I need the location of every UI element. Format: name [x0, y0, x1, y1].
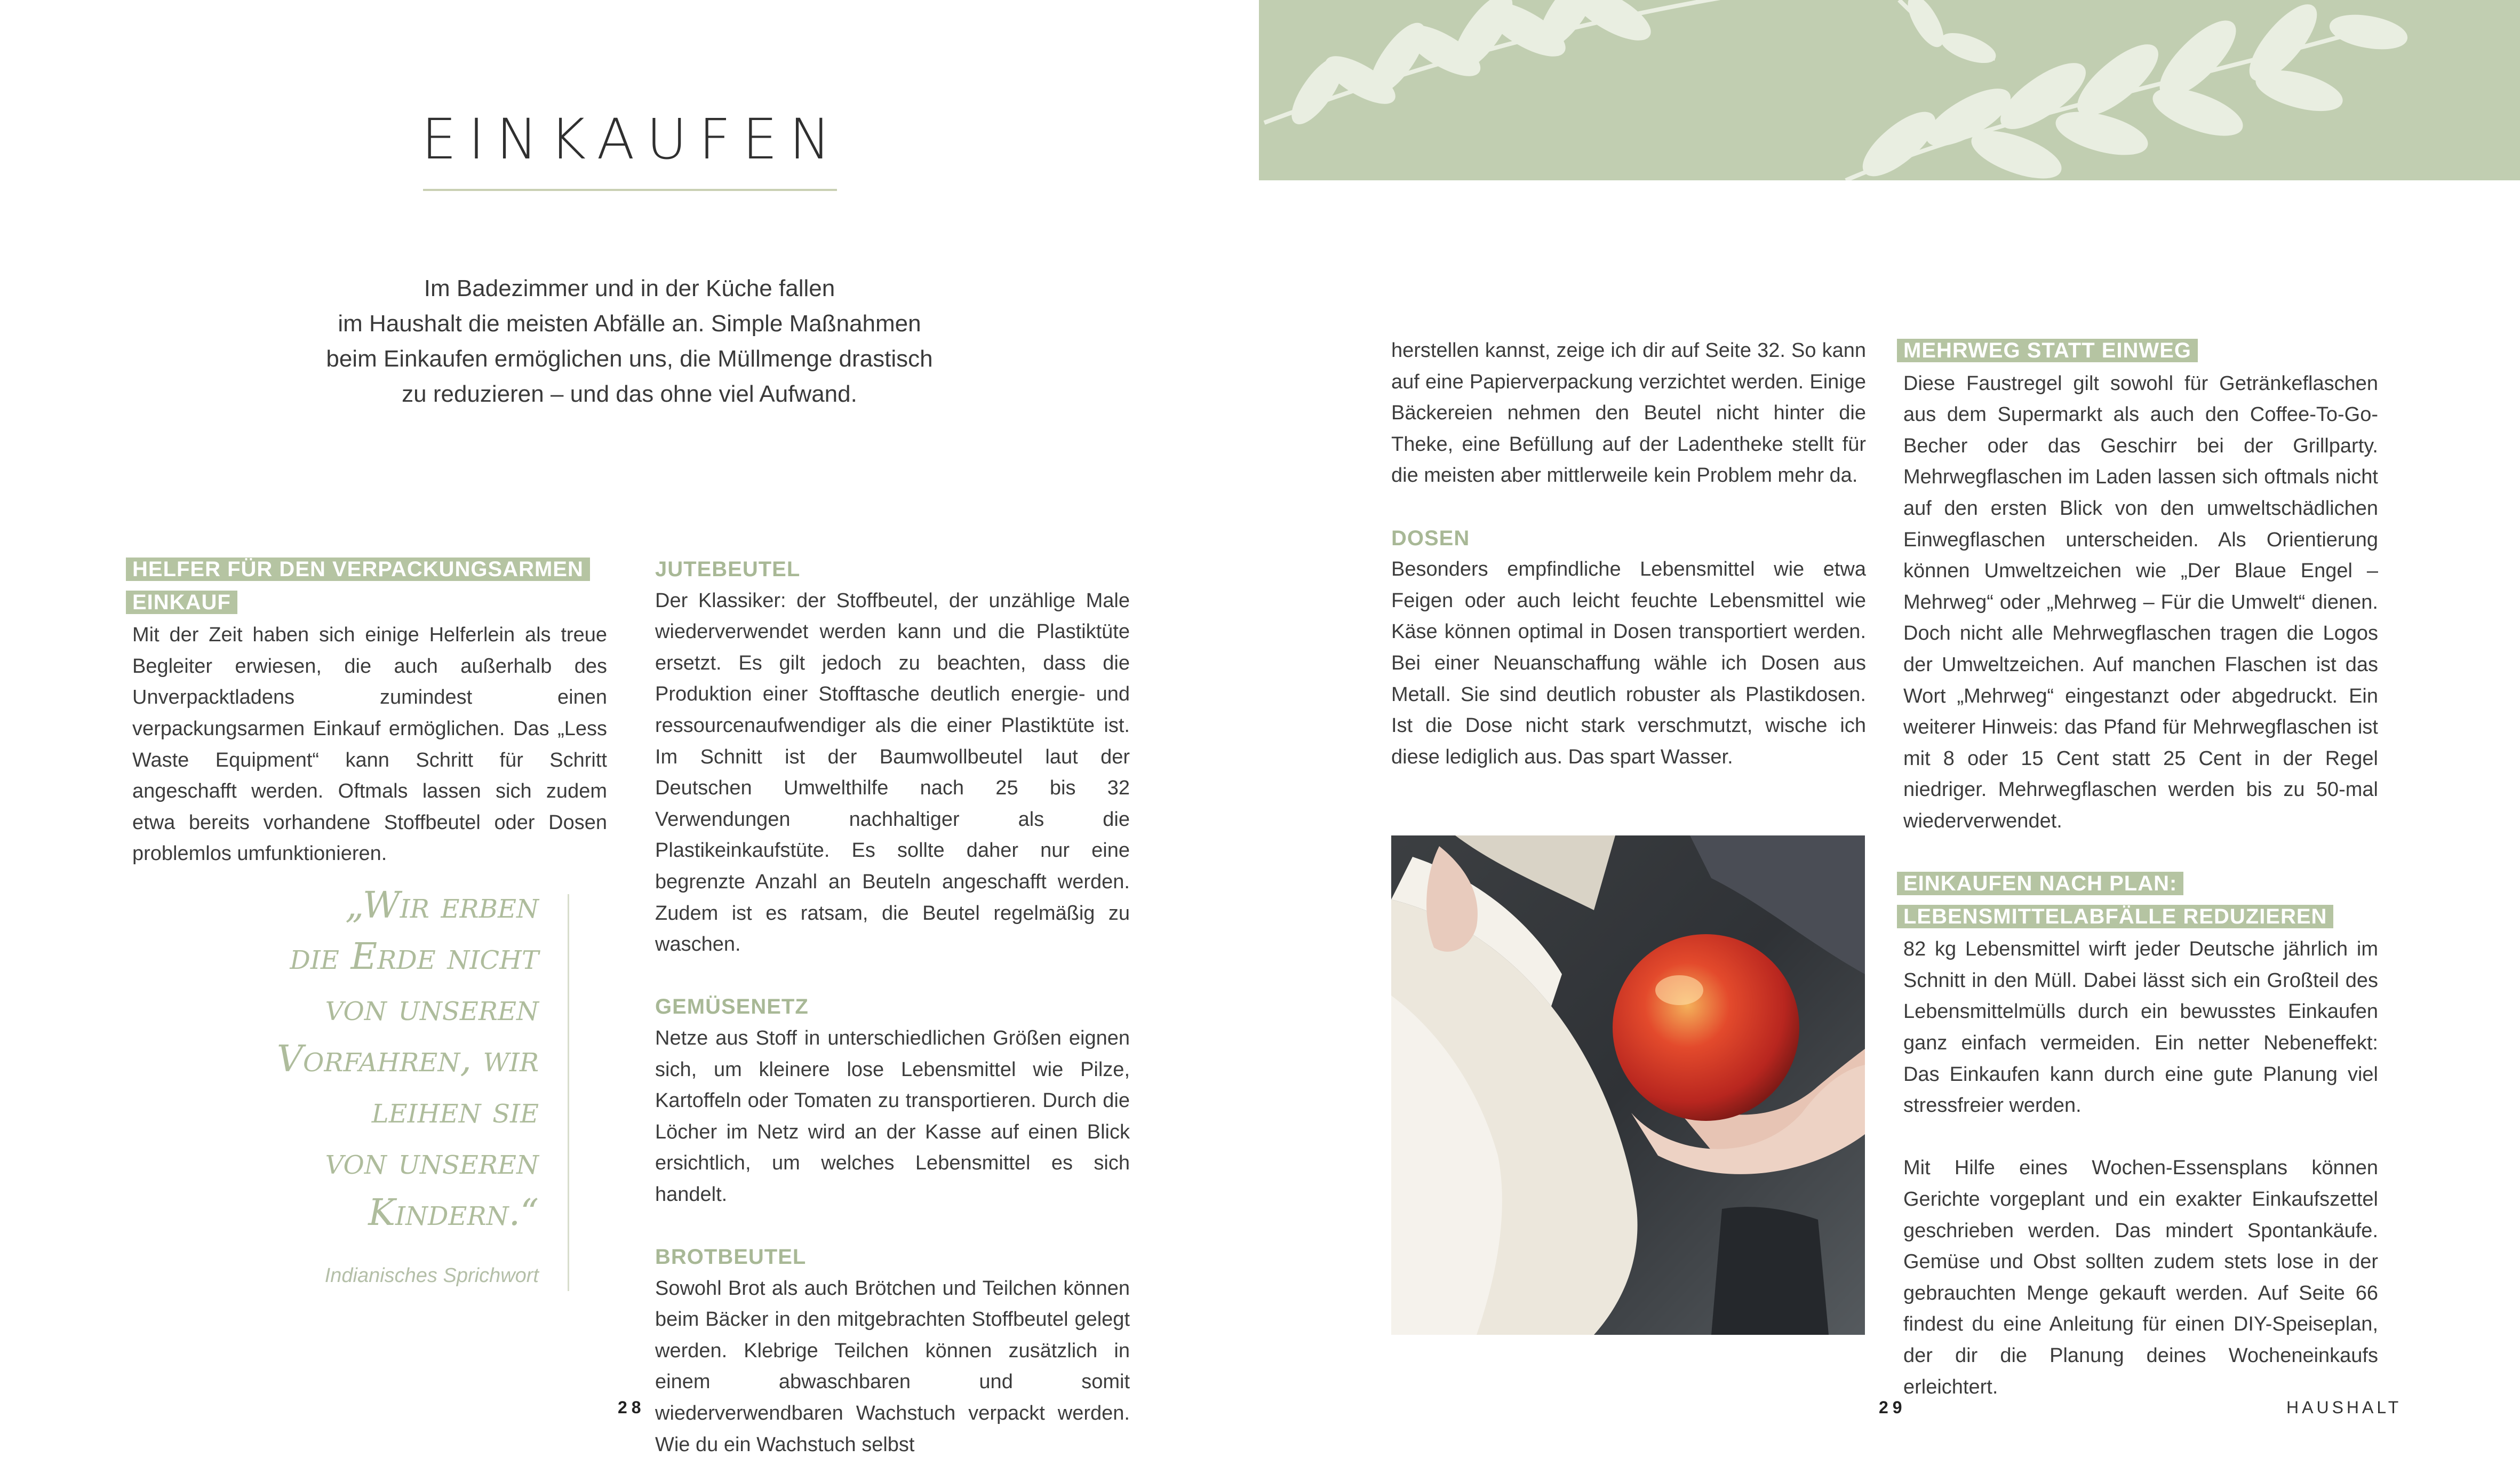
helfer-text: Mit der Zeit haben sich einige Helferlein als treue Begleiter erwiesen, die auch außerhalb des Unverpacktladens zumindest einen verpackungsarmen Einkauf ermöglichen. Das „Less Waste Equipment“ kann Schritt für Schritt angeschafft werden. Oftmals lassen sich zudem etwa bereits vorhandene Stoffbeutel oder Dosen problemlos umfunktionieren.	[132, 624, 607, 865]
quote-line: Vorfahren, wir	[276, 1038, 539, 1080]
gemuesenetz-text: Netze aus Stoff in unterschiedlichen Größen eignen sich, um kleinere lose Lebensmittel wie Pilze, Kartoffeln oder Tomaten zu transportieren. Durch die Löcher im Netz wird an der Kasse auf einen Blick ersichtlich, um welches Lebensmittel es sich handelt.	[655, 1026, 1130, 1206]
quote-line: von unseren	[325, 987, 539, 1029]
dosen-heading: DOSEN	[1391, 526, 1470, 550]
intro-line: beim Einkaufen ermöglichen uns, die Müllmenge drastisch	[326, 346, 933, 372]
brotbeutel-heading: BROTBEUTEL	[655, 1245, 807, 1269]
apple-photo	[1391, 835, 1865, 1335]
leaf-pattern-icon	[1259, 0, 2520, 180]
dosen-text: Besonders empfindliche Lebensmittel wie etwa Feigen oder auch leicht feuchte Lebensmittel wie Käse können optimal in Dosen transportiert werden. Bei einer Neuanschaffung wähle ich Dosen aus Metall. Sie sind deutlich robuster als Plastikdosen. Ist die Dose nicht stark verschmutzt, wische ich diese lediglich aus. Das spart Wasser.	[1391, 558, 1866, 768]
running-head: HAUSHALT	[2286, 1398, 2402, 1417]
column-three	[1391, 335, 1866, 773]
quote-line: „Wir erben	[345, 885, 539, 927]
leaf-banner	[1259, 0, 2520, 180]
mehrweg-text: Diese Faustregel gilt sowohl für Getränkeflaschen aus dem Supermarkt als auch den Coffee-To-Go-Becher oder das Geschirr bei der Grillparty. Mehrwegflaschen im Laden lassen sich oftmals nicht auf den ersten Blick von den umweltschädlichen Einwegflaschen unterscheiden. Als Orientierung können Umweltzeichen wie „Der Blaue Engel – Mehrweg“ oder „Mehrweg – Für die Umwelt“ dienen. Doch nicht alle Mehrwegflaschen tragen die Logos der Umweltzeichen. Auf manchen Flaschen ist das Wort „Mehrweg“ eingestanzt oder abgedruckt. Ein weiterer Hinweis: das Pfand für Mehrwegflaschen ist mit 8 oder 15 Cent statt 25 Cent in der Regel niedriger. Mehrwegflaschen werden bis zu 50-mal wiederverwendet.	[1903, 372, 2378, 832]
brotbeutel-text: Sowohl Brot als auch Brötchen und Teilchen können beim Bäcker in den mitgebrachten Stoffbeutel gelegt werden. Klebrige Teilchen können zusätzlich in einem abwaschbaren und somit wiederverwendbaren Wachstuch verpackt werden. Wie du ein Wachstuch selbst	[655, 1277, 1130, 1456]
plan-text-1: 82 kg Lebensmittel wirft jeder Deutsche jährlich im Schnitt in den Müll. Dabei lässt sich ein Großteil des Lebensmittelmülls durch ein bewusstes Einkaufen ganz einfach vermeiden. Ein netter Nebeneffekt: Das Einkaufen kann durch eine gute Planung viel stressfreier werden.	[1903, 938, 2378, 1117]
intro-paragraph	[299, 271, 960, 412]
pull-quote	[213, 880, 539, 1239]
apple-in-hand-image	[1391, 835, 1865, 1335]
plan-heading-line2: LEBENSMITTELABFÄLLE REDUZIEREN	[1897, 905, 2333, 928]
intro-line: Im Badezimmer und in der Küche fallen	[424, 275, 835, 301]
quote-line: Kindern.“	[368, 1192, 539, 1234]
quote-line: von unseren	[325, 1141, 539, 1183]
helfer-heading: HELFER FÜR DEN VERPACKUNGSARMEN	[126, 558, 590, 581]
gemuesenetz-heading: GEMÜSENETZ	[655, 995, 809, 1019]
plan-text-2: Mit Hilfe eines Wochen-Essensplans können Gerichte vorgeplant und ein exakter Einkaufszettel geschrieben werden. Das mindert Spontankäufe. Gemüse und Obst sollten zudem stets lose in der gebrauchten Menge gekauft werden. Auf Seite 66 findest du eine Anleitung für einen DIY-Speiseplan, der dir die Planung deines Wocheneinkaufs erleichtert.	[1903, 1157, 2378, 1398]
jutebeutel-heading: JUTEBEUTEL	[655, 558, 801, 581]
page-number-left: 28	[618, 1398, 645, 1417]
intro-line: im Haushalt die meisten Abfälle an. Simple Maßnahmen	[338, 310, 921, 337]
column-four	[1903, 335, 2378, 1403]
helfer-section	[132, 554, 607, 870]
quote-divider	[568, 894, 569, 1291]
page-number-right: 29	[1879, 1398, 1907, 1417]
page-title: EINKAUFEN	[421, 107, 843, 172]
quote-line: leihen sie	[371, 1089, 539, 1132]
quote-line: die Erde nicht	[290, 936, 539, 978]
brotbeutel-continuation: herstellen kannst, zeige ich dir auf Seite 32. So kann auf eine Papierverpackung verzichtet werden. Einige Bäckereien nehmen den Beutel nicht hinter die Theke, eine Befüllung auf der Ladentheke stellt für die meisten aber mittlerweile kein Problem mehr da.	[1391, 339, 1866, 487]
plan-heading: EINKAUFEN NACH PLAN:	[1897, 872, 2183, 895]
mehrweg-heading: MEHRWEG STATT EINWEG	[1897, 339, 2198, 362]
column-two	[655, 554, 1130, 1460]
intro-line: zu reduzieren – und das ohne viel Aufwand.	[402, 381, 857, 407]
jutebeutel-text: Der Klassiker: der Stoffbeutel, der unzählige Male wiederverwendet werden kann und die Plastiktüte ersetzt. Es gilt jedoch zu beachten, dass die Produktion einer Stofftasche deutlich energie- und ressourcenaufwendiger als die einer Plastiktüte ist. Im Schnitt ist der Baumwollbeutel laut der Deutschen Umwelthilfe nach 25 bis 32 Verwendungen nachhaltiger als die Plastikeinkaufstüte. Es sollte daher nur eine begrenzte Anzahl an Beuteln angeschafft werden. Zudem ist es ratsam, die Beutel regelmäßig zu waschen.	[655, 589, 1130, 956]
title-underline	[423, 189, 837, 191]
quote-source: Indianisches Sprichwort	[324, 1264, 539, 1287]
helfer-heading-line2: EINKAUF	[126, 591, 237, 614]
